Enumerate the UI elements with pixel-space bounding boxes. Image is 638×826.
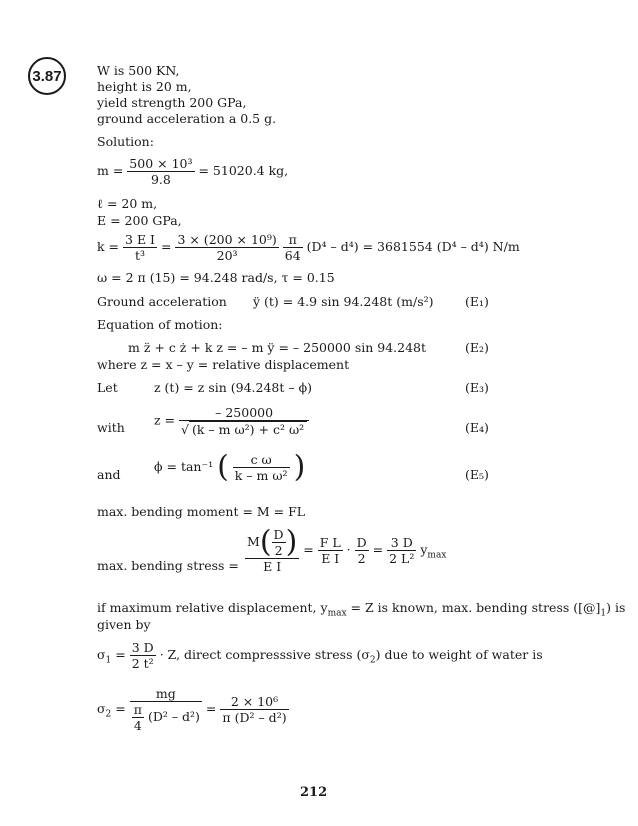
sigma1-fraction xyxy=(130,640,156,671)
stress-fraction-4 xyxy=(387,535,416,566)
where-line: where z = x – y = relative displacement xyxy=(97,357,350,372)
stress-fraction-1 xyxy=(245,524,299,574)
sigma2-denominator: $\frac{\pi}{4}$ (D² – d²) xyxy=(130,701,202,733)
stress-2l2: 2 L² xyxy=(389,551,415,566)
let-label: Let xyxy=(97,380,118,395)
stress-two: 2 xyxy=(355,550,369,566)
stiffness-f1-numerator: 3 E I xyxy=(125,232,155,247)
amplitude-lhs: z = xyxy=(154,412,176,428)
sigma2-pi-over-4: $\frac{\pi}{4}$ xyxy=(133,702,142,733)
stress-d2: D xyxy=(356,535,367,550)
stiffness-lhs: k = xyxy=(97,239,120,254)
length-line: ℓ = 20 m, xyxy=(97,196,158,211)
stiffness-fraction-1 xyxy=(123,232,157,263)
sigma1-denominator: 2 t² xyxy=(131,656,154,671)
ground-acceleration-equation: ÿ (t) = 4.9 sin 94.248t (m/s²) xyxy=(253,294,434,309)
page-number: 212 xyxy=(300,785,328,800)
left-paren: ( xyxy=(217,449,229,485)
phase-lhs: ϕ = tan⁻¹ xyxy=(154,459,214,474)
sigma1-equals: = xyxy=(115,647,126,662)
stiffness-equals: = xyxy=(160,239,172,254)
equation-tag-e2: (E₂) xyxy=(465,340,489,355)
mass-fraction xyxy=(127,156,194,187)
bending-stress-equation xyxy=(245,524,447,574)
equation-of-motion-label: Equation of motion: xyxy=(97,317,223,332)
mass-denominator: 9.8 xyxy=(127,171,194,187)
mass-numerator: 500 × 10³ xyxy=(129,156,193,171)
stress-equals-2: = xyxy=(372,542,384,557)
stress-fraction-2 xyxy=(318,535,343,566)
amplitude-numerator: – 250000 xyxy=(215,405,274,420)
problem-number-badge: 3.87 xyxy=(28,57,66,95)
stress-left-paren: ( xyxy=(259,524,272,560)
given-line-1: W is 500 KN, xyxy=(97,63,180,78)
equation-tag-e4: (E₄) xyxy=(465,420,489,435)
stress-two-inner: 2 xyxy=(272,542,286,558)
stress-ymax: $y_{max}$ xyxy=(420,542,447,561)
sigma1-rhs: · Z, direct compresssive stress $(\sigma_2)$ due to weight of water is xyxy=(159,647,543,666)
stress-f1-numerator xyxy=(245,524,299,560)
stiffness-fraction-3 xyxy=(283,232,303,263)
stress-right-paren: ) xyxy=(285,524,298,560)
motion-equation: m z̈ + c ż + k z = – m ÿ = – 250000 sin 94.248t xyxy=(128,340,427,355)
sigma2-numerator-2: 2 × 10⁶ xyxy=(230,694,279,709)
sigma2-equals: = xyxy=(115,701,126,716)
stiffness-fraction-2 xyxy=(175,232,278,263)
stiffness-f1-denominator: t³ xyxy=(123,247,157,263)
given-by-line: given by xyxy=(97,617,151,632)
mass-equation xyxy=(97,156,288,187)
stress-fraction-3 xyxy=(355,535,369,566)
sigma2-equals-2: = xyxy=(205,701,217,716)
mass-lhs: m = xyxy=(97,163,124,178)
stiffness-equation xyxy=(97,232,520,263)
bending-stress-label: max. bending stress = xyxy=(97,558,239,573)
amplitude-denominator: √ (k – m ω²) + c² ω² xyxy=(179,420,309,437)
stress-f1-denominator: E I xyxy=(245,558,299,574)
phase-numerator: c ω xyxy=(250,452,272,467)
mass-rhs: = 51020.4 kg, xyxy=(198,163,289,178)
with-label: with xyxy=(97,420,125,435)
phase-equation xyxy=(154,449,306,485)
amplitude-radicand: (k – m ω²) + c² ω² xyxy=(189,421,307,437)
modulus-line: E = 200 GPa, xyxy=(97,213,182,228)
if-line: if maximum relative displacement, $y_{max} = Z$ is known, max. bending stress $([@]_1)$ is xyxy=(97,600,626,619)
phase-fraction xyxy=(233,452,290,483)
stress-dot: · xyxy=(346,542,351,557)
sigma1-equation xyxy=(97,640,543,671)
omega-line: ω = 2 π (15) = 94.248 rad/s, τ = 0.15 xyxy=(97,270,335,285)
stiffness-f2-numerator: 3 × (200 × 10⁹) xyxy=(177,232,277,247)
equation-tag-e1: (E₁) xyxy=(465,294,489,309)
sigma2-denominator-2: π (D² – d²) xyxy=(222,710,287,725)
right-paren: ) xyxy=(293,449,306,485)
stress-3d: 3 D xyxy=(390,535,413,550)
sigma1-numerator: 3 D xyxy=(131,640,154,655)
given-line-4: ground acceleration a 0.5 g. xyxy=(97,111,277,126)
ground-acceleration-label: Ground acceleration xyxy=(97,294,227,309)
stiffness-rhs: (D⁴ – d⁴) = 3681554 (D⁴ – d⁴) N/m xyxy=(306,239,520,254)
equation-tag-e3: (E₃) xyxy=(465,380,489,395)
given-line-3: yield strength 200 GPa, xyxy=(97,95,247,110)
stress-ei-2: E I xyxy=(318,550,343,566)
stiffness-f2-denominator: 20³ xyxy=(175,247,278,263)
sigma2-lhs: $\sigma_2$ xyxy=(97,701,112,720)
sigma2-numerator: mg xyxy=(155,686,176,701)
sigma2-equation xyxy=(97,686,289,733)
stress-equals-1: = xyxy=(303,542,314,557)
stress-d-over-2 xyxy=(272,527,286,558)
phase-denominator: k – m ω² xyxy=(234,468,288,483)
stress-m: M xyxy=(247,534,260,549)
stiffness-f3-numerator: π xyxy=(288,232,297,247)
given-line-2: height is 20 m, xyxy=(97,79,192,94)
bending-moment-line: max. bending moment = M = FL xyxy=(97,504,306,519)
stiffness-f3-denominator: 64 xyxy=(284,248,301,263)
sigma2-fraction-2 xyxy=(220,694,288,725)
and-label: and xyxy=(97,467,121,482)
sigma1-lhs: $\sigma_1$ xyxy=(97,647,112,666)
amplitude-fraction xyxy=(179,405,309,437)
equation-tag-e5: (E₅) xyxy=(465,467,489,482)
sigma2-fraction-1 xyxy=(130,686,202,733)
stress-fl: F L xyxy=(319,535,341,550)
let-equation: z (t) = z sin (94.248t – ϕ) xyxy=(154,380,312,395)
amplitude-equation xyxy=(154,405,309,437)
stress-d: D xyxy=(273,527,284,542)
solution-heading: Solution: xyxy=(97,134,154,149)
